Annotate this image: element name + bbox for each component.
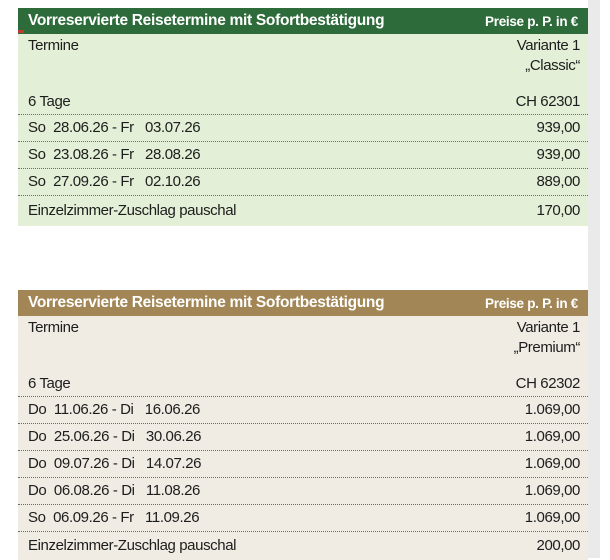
- variant-cell: [514, 318, 580, 358]
- variant-name: „Premium“: [513, 339, 580, 356]
- price-table-classic: [18, 8, 588, 226]
- table-header: [18, 290, 588, 316]
- price: 889,00: [536, 173, 580, 190]
- supplement-price: 170,00: [536, 202, 580, 219]
- table-row: [18, 451, 588, 478]
- days-row: [18, 90, 588, 115]
- table-row: [18, 478, 588, 505]
- tour-code: CH 62302: [515, 375, 580, 392]
- days-label: 6 Tage: [28, 375, 71, 392]
- price: 939,00: [536, 146, 580, 163]
- table-row: [18, 505, 588, 532]
- price-header: Preise p. P. in €: [485, 13, 578, 29]
- price: 1.069,00: [524, 428, 580, 445]
- supplement-label: Einzelzimmer-Zuschlag pauschal: [28, 202, 237, 219]
- table-row: [18, 397, 588, 424]
- table-row: [18, 142, 588, 169]
- supplement-price: 200,00: [536, 537, 580, 554]
- supplement-row: [18, 196, 588, 226]
- table-header: [18, 8, 588, 34]
- date-range: Do 09.07.26 - Di 14.07.26: [28, 455, 202, 472]
- price-header: Preise p. P. in €: [485, 295, 578, 311]
- table-title: Vorreservierte Reisetermine mit Sofortbestätigung: [28, 294, 385, 311]
- price-table-premium: [18, 290, 588, 560]
- termine-row: [18, 34, 588, 90]
- table-row: [18, 115, 588, 142]
- table-row: [18, 169, 588, 196]
- price: 1.069,00: [524, 482, 580, 499]
- scrollbar-strip: [588, 0, 600, 558]
- price: 1.069,00: [524, 401, 580, 418]
- date-range: So 27.09.26 - Fr 02.10.26: [28, 173, 201, 190]
- days-label: 6 Tage: [28, 93, 71, 110]
- corner-mark: [18, 30, 24, 33]
- tour-code: CH 62301: [515, 93, 580, 110]
- date-range: Do 11.06.26 - Di 16.06.26: [28, 401, 200, 418]
- price: 1.069,00: [524, 509, 580, 526]
- table-row: [18, 424, 588, 451]
- date-range: Do 06.08.26 - Di 11.08.26: [28, 482, 200, 499]
- date-range: So 23.08.26 - Fr 28.08.26: [28, 146, 201, 163]
- table-title: Vorreservierte Reisetermine mit Sofortbestätigung: [28, 12, 385, 29]
- date-range: So 28.06.26 - Fr 03.07.26: [28, 119, 201, 136]
- variant-label: Variante 1: [516, 37, 580, 54]
- supplement-row: [18, 532, 588, 560]
- price: 1.069,00: [524, 455, 580, 472]
- date-range: Do 25.06.26 - Di 30.06.26: [28, 428, 202, 445]
- variant-name: „Classic“: [525, 57, 580, 74]
- termine-row: [18, 316, 588, 372]
- variant-cell: [517, 36, 580, 76]
- termine-label: Termine: [28, 319, 79, 336]
- supplement-label: Einzelzimmer-Zuschlag pauschal: [28, 537, 237, 554]
- termine-label: Termine: [28, 37, 79, 54]
- days-row: [18, 372, 588, 397]
- date-range: So 06.09.26 - Fr 11.09.26: [28, 509, 200, 526]
- variant-label: Variante 1: [516, 319, 580, 336]
- price: 939,00: [536, 119, 580, 136]
